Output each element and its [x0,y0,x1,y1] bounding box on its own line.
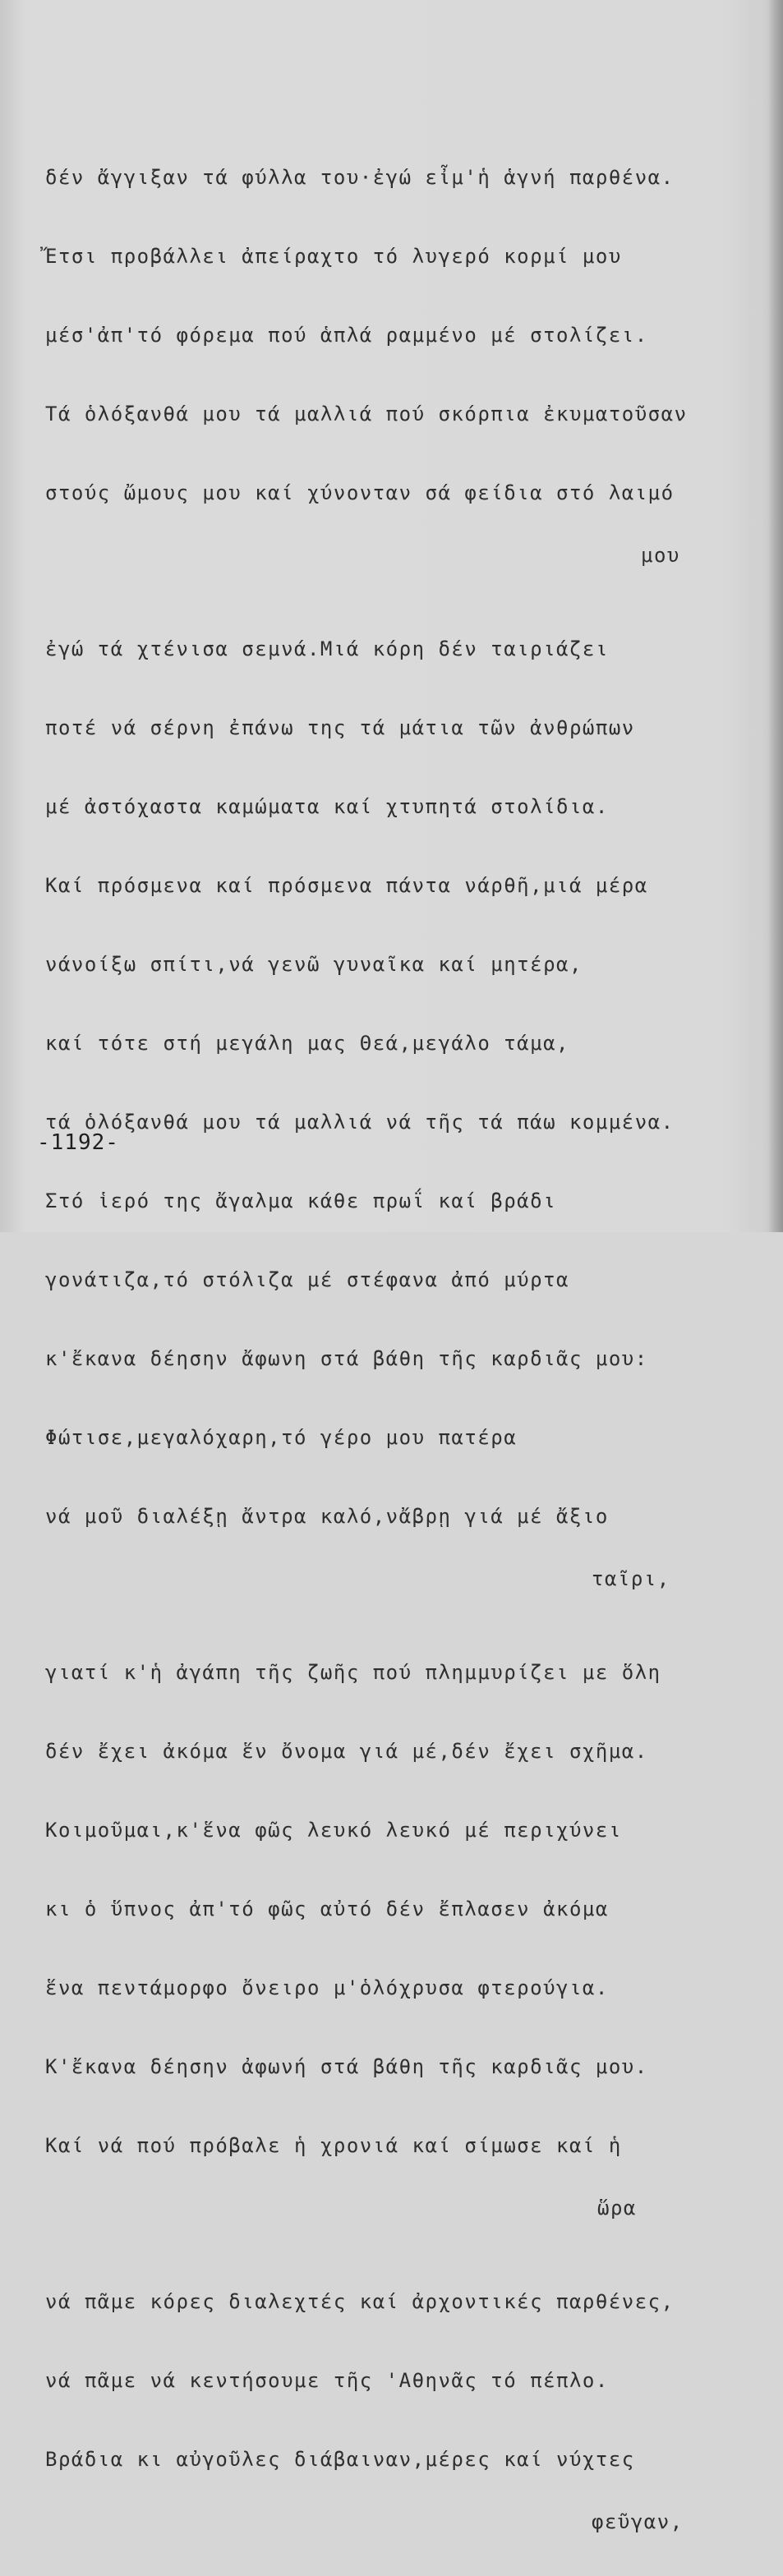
text-line: νά πᾶμε κόρες διαλεχτές καί ἀρχοντικές παρθένες, [45,2290,675,2313]
text-line-continuation: ὥρα [597,2196,637,2220]
text-line: κι ὁ ὕπνος ἀπ'τό φῶς αὐτό δέν ἔπλασεν ἀκόμα [45,1898,609,1920]
text-line: κ'ἔκανα δέησην ἄφωνη στά βάθη τῆς καρδιᾶς μου: [45,1347,648,1370]
text-line: νά πᾶμε νά κεντήσουμε τῆς 'Αθηνᾶς τό πέπλο. [45,2369,609,2392]
text-line-continuation: ταῖρι, [592,1567,670,1590]
text-line: Στό ἱερό της ἄγαλμα κάθε πρωΐ καί βράδι [45,1189,557,1212]
text-line-continuation: φεῦγαν, [592,2510,684,2533]
text-line: γιατί κ'ἡ ἀγάπη τῆς ζωῆς πού πλημμυρίζει με ὅλη [45,1661,661,1684]
text-line: νάνοίξω σπίτι,νά γενῶ γυναῖκα καί μητέρα, [45,953,583,976]
text-line: τά ὁλόξανθά μου τά μαλλιά νά τῆς τά πάω κομμένα. [45,1111,675,1134]
text-line: νά μοῦ διαλέξῃ ἄντρα καλό,νἄβρῃ γιά μέ ἄξιο [45,1505,609,1528]
text-line: ποτέ νά σέρνη ἐπάνω της τά μάτια τῶν ἀνθρώπων [45,716,635,739]
text-line: Καί νά πού πρόβαλε ἡ χρονιά καί σίμωσε καί ἡ [45,2134,622,2157]
text-line: μέσ'ἀπ'τό φόρεμα πού ἁπλά ραμμένο μέ στολίζει. [45,324,648,347]
text-line: Κοιμοῦμαι,κ'ἕνα φῶς λευκό λευκό μέ περιχύνει [45,1819,622,1842]
text-line: δέν ἔχει ἀκόμα ἕν ὄνομα γιά μέ,δέν ἔχει σχῆμα. [45,1740,648,1763]
text-line: δέν ἄγγιξαν τά φύλλα του·ἐγώ εἶμ'ἡ ἁγνή παρθένα. [45,166,675,189]
text-line: Καί πρόσμενα καί πρόσμενα πάντα νάρθῆ,μιά μέρα [45,874,648,897]
text-line: στούς ὤμους μου καί χύνονταν σά φείδια στό λαιμό [45,481,675,504]
text-line: μέ ἀστόχαστα καμώματα καί χτυπητά στολίδια. [45,795,609,818]
text-line: Βράδια κι αὐγοῦλες διάβαιναν,μέρες καί νύχτες [45,2448,635,2471]
text-line: Ἔτσι προβάλλει ἀπείραχτο τό λυγερό κορμί μου [45,245,622,268]
book-spine-shadow [768,0,783,1232]
text-line: Τά ὁλόξανθά μου τά μαλλιά πού σκόρπια ἐκυματοῦσαν [45,402,688,426]
text-line: Φώτισε,μεγαλόχαρη,τό γέρο μου πατέρα [45,1426,518,1449]
page-number: -1192- [37,1130,119,1155]
text-line: Κ'ἔκανα δέησην ἀφωνή στά βάθη τῆς καρδιᾶς μου. [45,2055,648,2078]
text-line: ἐγώ τά χτένισα σεμνά.Μιά κόρη δέν ταιριάζει [45,637,609,660]
text-line: ἕνα πεντάμορφο ὄνειρο μ'ὁλόχρυσα φτερούγια. [45,1976,609,1999]
text-line-continuation: μου [641,544,680,567]
poem-text [45,115,760,2576]
text-line: καί τότε στή μεγάλη μας Θεά,μεγάλο τάμα, [45,1032,569,1055]
text-line: γονάτιζα,τό στόλιζα μέ στέφανα ἀπό μύρτα [45,1268,569,1291]
